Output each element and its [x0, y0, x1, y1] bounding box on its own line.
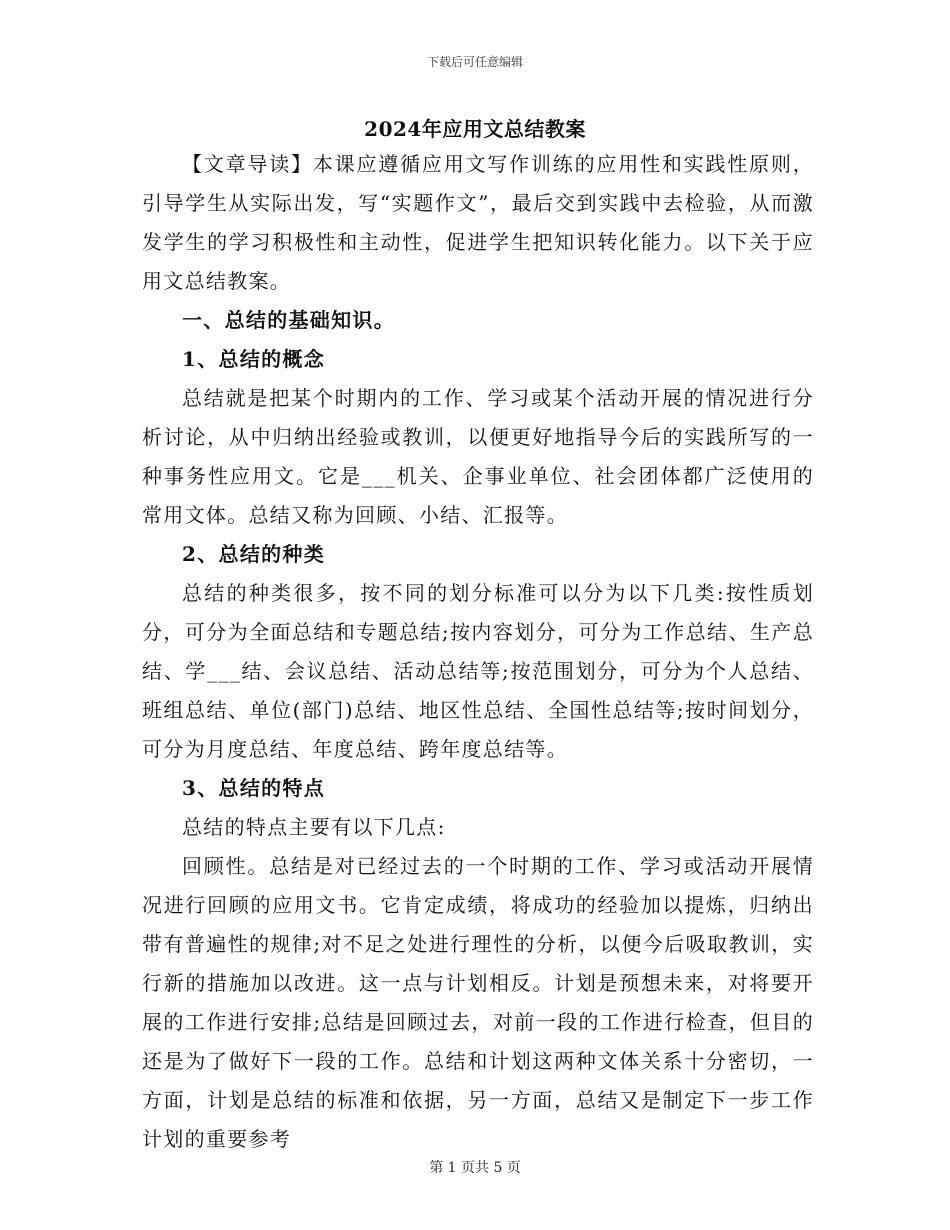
section-heading-basics: 一、总结的基础知识。: [182, 308, 395, 332]
types-paragraph: 总结的种类很多，按不同的划分标准可以分为以下几类:按性质划分，可分为全面总结和专题总结;按内容划分，可分为工作总结、生产总结、学___结、会议总结、活动总结等;按范围划分，可分为个人总结、班组总结、单位(部门)总结、地区性总结、全国性总结等;按时间划分，可分为月度总结、年度总结、跨年度总结等。: [142, 581, 814, 761]
features-intro-paragraph: 总结的特点主要有以下几点:: [182, 815, 446, 839]
document-body: [142, 145, 814, 1159]
page-header: 下载后可任意编辑: [426, 55, 523, 69]
subheading-features: 3、总结的特点: [182, 776, 326, 800]
retrospective-paragraph: 回顾性。总结是对已经过去的一个时期的工作、学习或活动开展情况进行回顾的应用文书。它肯定成绩，将成功的经验加以提炼，归纳出带有普遍性的规律;对不足之处进行理性的分析，以便今后吸取教训，实行新的措施加以改进。这一点与计划相反。计划是预想未来，对将要开展的工作进行安排;总结是回顾过去，对前一段的工作进行检查，但目的还是为了做好下一段的工作。总结和计划这两种文体关系十分密切，一方面，计划是总结的标准和依据，另一方面，总结又是制定下一步工作计划的重要参考: [142, 854, 814, 1151]
page-footer: 第 1 页共 5 页: [429, 1160, 521, 1176]
document-title: 2024年应用文总结教案: [364, 117, 586, 141]
subheading-types: 2、总结的种类: [182, 542, 326, 566]
concept-paragraph: 总结就是把某个时期内的工作、学习或某个活动开展的情况进行分析讨论，从中归纳出经验或教训，以便更好地指导今后的实践所写的一种事务性应用文。它是___机关、企事业单位、社会团体都广泛使用的常用文体。总结又称为回顾、小结、汇报等。: [142, 386, 814, 527]
subheading-concept: 1、总结的概念: [182, 347, 326, 371]
intro-paragraph: 【文章导读】本课应遵循应用文写作训练的应用性和实践性原则，引导学生从实际出发，写“实题作文”，最后交到实践中去检验，从而激发学生的学习积极性和主动性，促进学生把知识转化能力。以下关于应用文总结教案。: [142, 152, 814, 293]
